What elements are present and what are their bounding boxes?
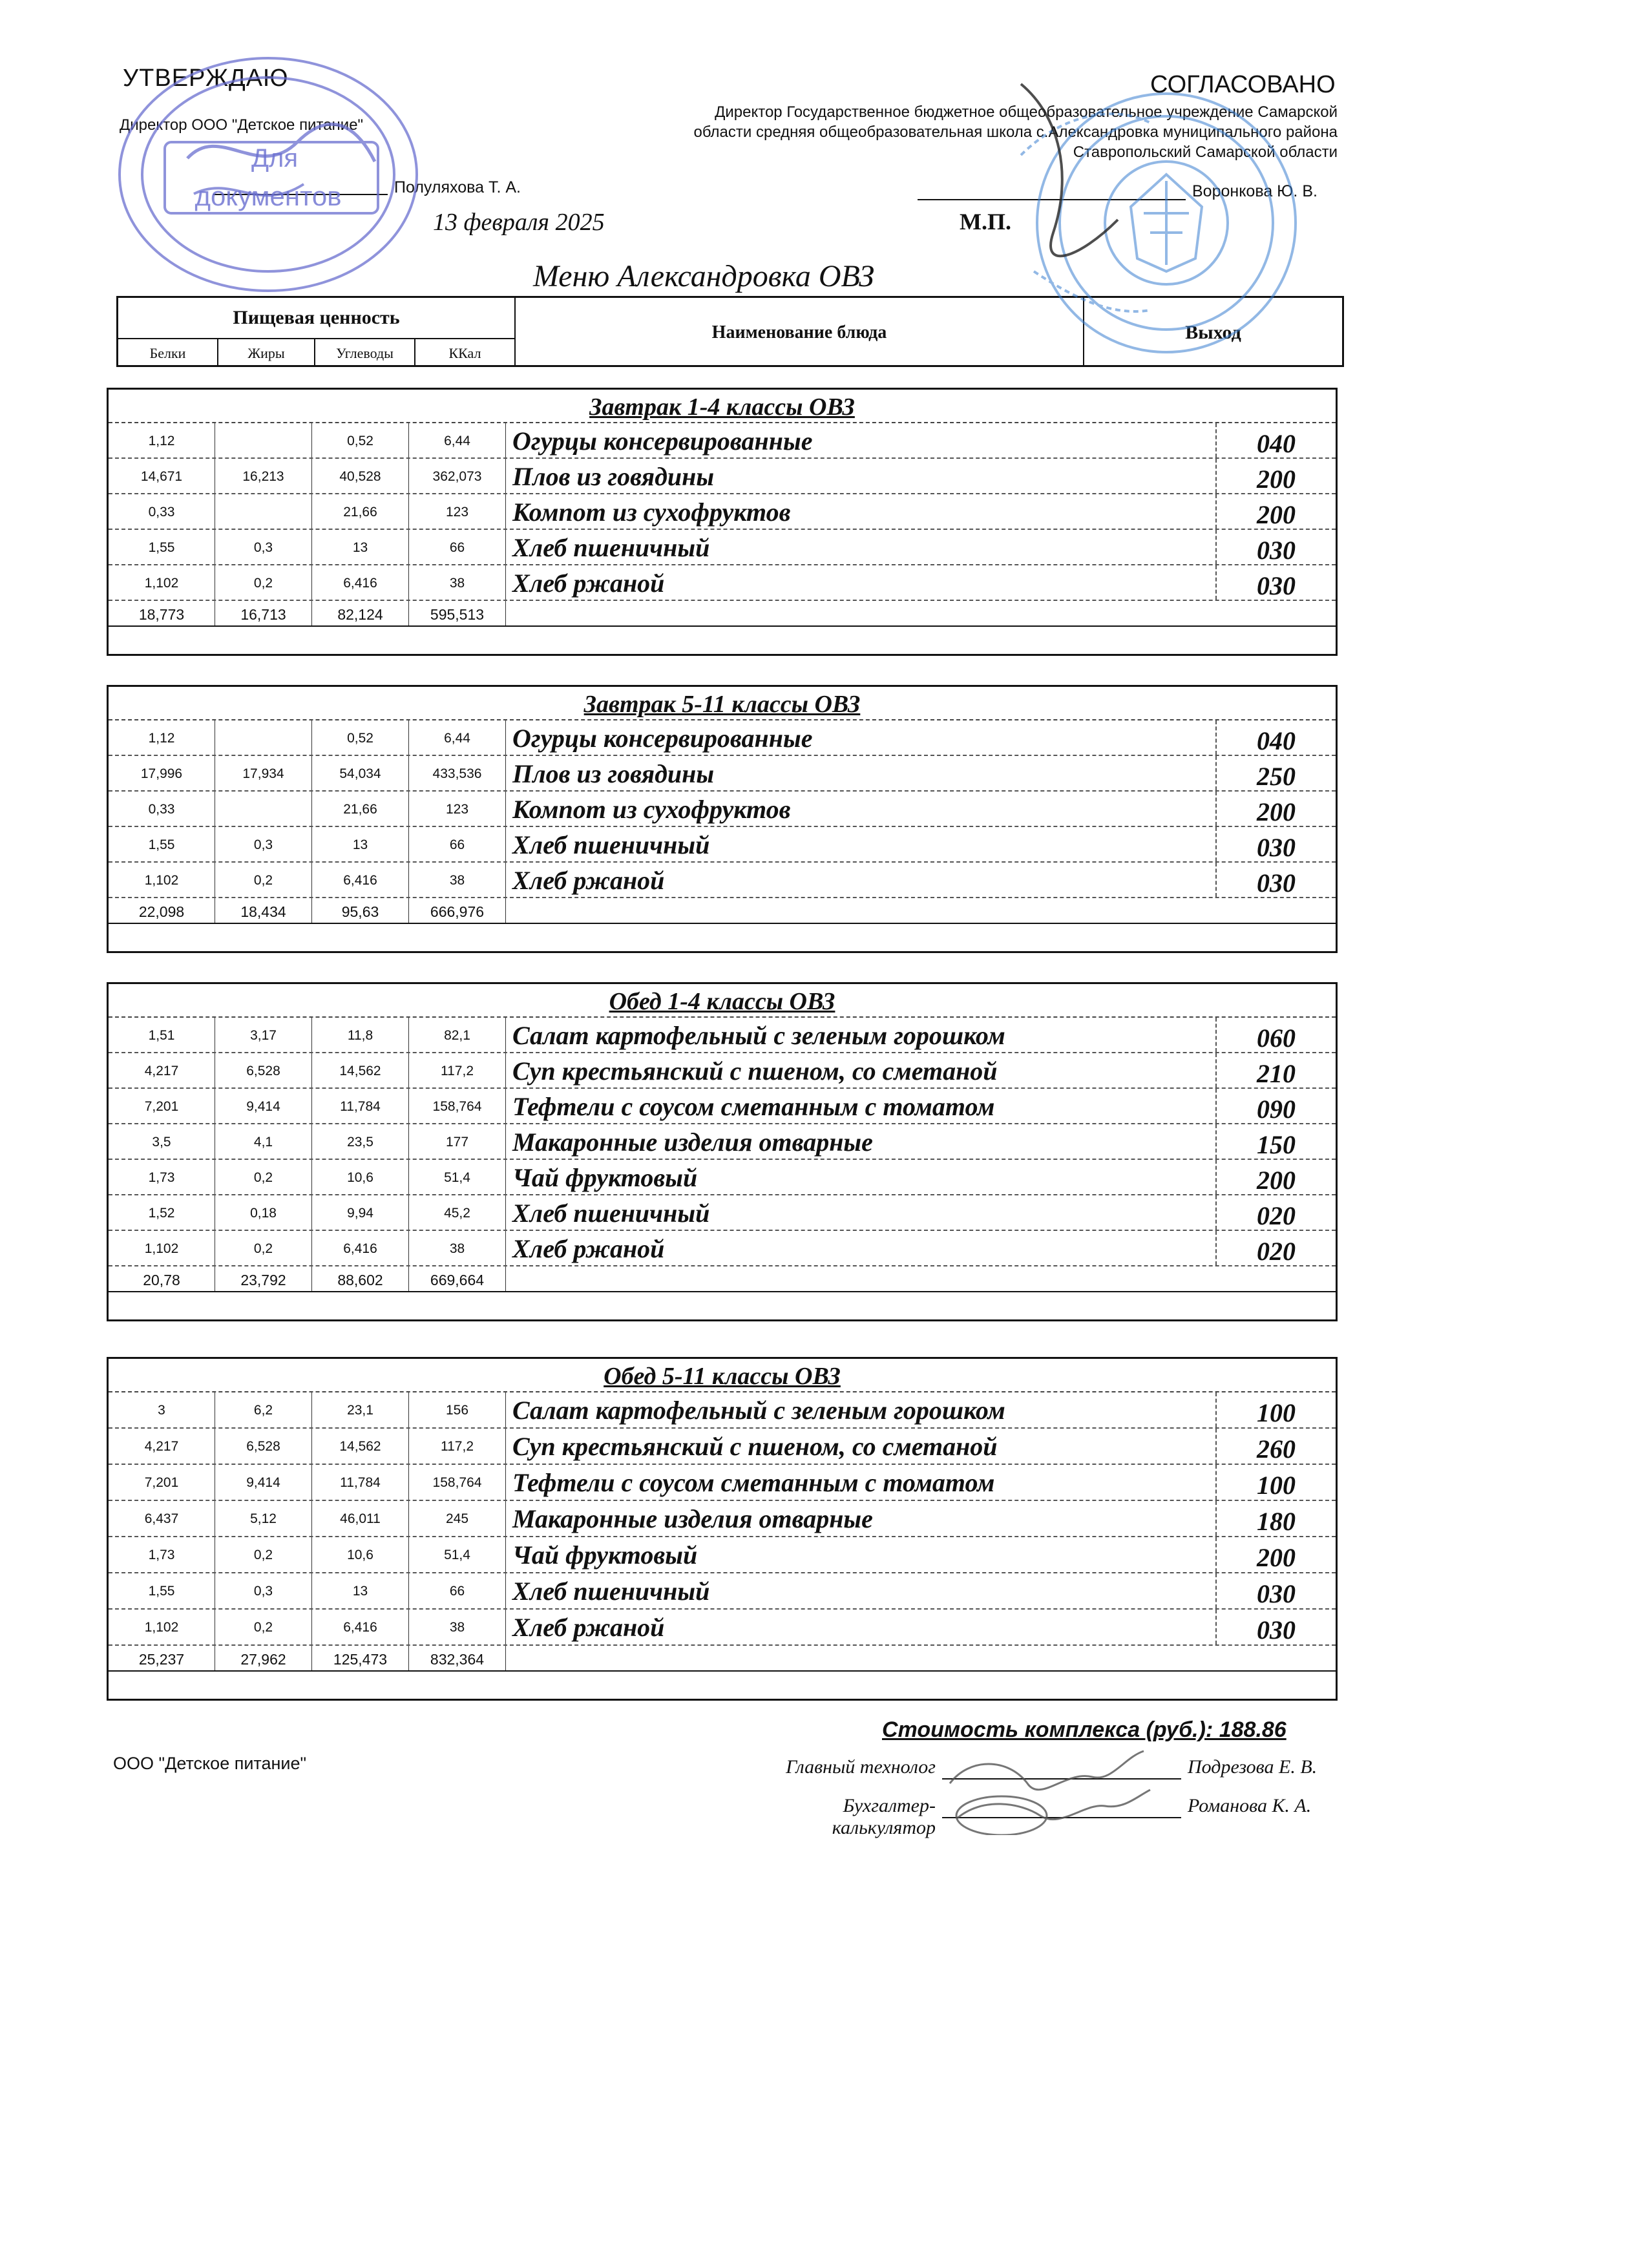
stamp-word-1: Для bbox=[251, 144, 299, 173]
nutrition-cell: 158,764 bbox=[409, 1089, 506, 1123]
nutrition-cell: 0,33 bbox=[109, 494, 215, 529]
nutrition-cell: 38 bbox=[409, 1610, 506, 1644]
kcal-header: ККал bbox=[415, 339, 516, 367]
nutrition-cell: 17,934 bbox=[215, 756, 312, 790]
menu-section bbox=[107, 1357, 1338, 1701]
nutrition-cell: 54,034 bbox=[312, 756, 409, 790]
menu-section bbox=[107, 982, 1338, 1321]
footer-org-name: ООО "Детское питание" bbox=[113, 1754, 307, 1773]
nutrition-cell: 0,33 bbox=[109, 792, 215, 826]
nutrition-cell: 51,4 bbox=[409, 1160, 506, 1194]
total-cell: 23,792 bbox=[215, 1266, 312, 1291]
nutrition-cell: 38 bbox=[409, 1231, 506, 1265]
total-cell: 25,237 bbox=[109, 1646, 215, 1670]
nutrition-cell: 7,201 bbox=[109, 1465, 215, 1500]
nutrition-cell: 11,784 bbox=[312, 1089, 409, 1123]
section-title-text: Завтрак 5-11 классы ОВЗ bbox=[583, 691, 861, 718]
table-row bbox=[109, 1429, 1336, 1465]
proteins-header: Белки bbox=[118, 339, 218, 367]
column-header bbox=[116, 296, 1344, 367]
nutrition-cell: 38 bbox=[409, 565, 506, 600]
table-row bbox=[109, 1392, 1336, 1429]
nutrition-cell: 3 bbox=[109, 1392, 215, 1427]
nutrition-cell: 6,416 bbox=[312, 863, 409, 897]
table-row bbox=[109, 1195, 1336, 1231]
complex-cost: Стоимость комплекса (руб.): 188.86 bbox=[882, 1717, 1287, 1742]
table-row bbox=[109, 863, 1336, 898]
table-row bbox=[109, 1124, 1336, 1160]
nutrition-cell: 0,2 bbox=[215, 1610, 312, 1644]
nutrition-cell: 11,784 bbox=[312, 1465, 409, 1500]
nutrition-cell: 117,2 bbox=[409, 1053, 506, 1087]
menu-title: Меню Александровка ОВЗ bbox=[533, 259, 874, 293]
accountant-name: Романова К. А. bbox=[1188, 1795, 1312, 1816]
nutrition-cell: 66 bbox=[409, 1573, 506, 1608]
nutrition-cell: 1,102 bbox=[109, 863, 215, 897]
dish-output: 260 bbox=[1257, 1434, 1296, 1464]
table-row bbox=[109, 756, 1336, 792]
total-cell: 88,602 bbox=[312, 1266, 409, 1291]
nutrition-cell: 158,764 bbox=[409, 1465, 506, 1500]
accountant-role: Бухгалтер-калькулятор bbox=[832, 1795, 936, 1838]
nutrition-cell: 1,102 bbox=[109, 1610, 215, 1644]
nutrition-cell: 21,66 bbox=[312, 494, 409, 529]
dish-name: Плов из говядины bbox=[506, 459, 1217, 493]
dish-name: Тефтели с соусом сметанным с томатом bbox=[506, 1465, 1217, 1500]
nutrition-cell: 6,44 bbox=[409, 423, 506, 457]
dish-name: Макаронные изделия отварные bbox=[506, 1124, 1217, 1159]
nutrition-cell: 10,6 bbox=[312, 1160, 409, 1194]
approve-name: Полуляхова Т. А. bbox=[394, 178, 521, 196]
agree-role-line-2: области средняя общеобразовательная школа с.Александровка муниципального района bbox=[693, 123, 1338, 141]
nutrition-cell: 40,528 bbox=[312, 459, 409, 493]
dish-name: Тефтели с соусом сметанным с томатом bbox=[506, 1089, 1217, 1123]
dish-name: Компот из сухофруктов bbox=[506, 494, 1217, 529]
nutrition-cell: 0,2 bbox=[215, 1537, 312, 1572]
dish-name: Салат картофельный с зеленым горошком bbox=[506, 1392, 1217, 1427]
table-row bbox=[109, 423, 1336, 459]
menu-section bbox=[107, 388, 1338, 656]
total-cell: 16,713 bbox=[215, 601, 312, 625]
dish-output: 090 bbox=[1257, 1095, 1296, 1124]
dish-output: 200 bbox=[1257, 465, 1296, 494]
total-cell: 20,78 bbox=[109, 1266, 215, 1291]
fats-header: Жиры bbox=[218, 339, 315, 367]
dish-output: 030 bbox=[1257, 536, 1296, 565]
accountant-signature-line bbox=[942, 1817, 1181, 1818]
nutrition-cell: 0,52 bbox=[312, 720, 409, 755]
section-title bbox=[109, 984, 1336, 1018]
agree-signature-line bbox=[918, 199, 1186, 200]
nutrition-cell: 13 bbox=[312, 530, 409, 564]
nutrition-cell: 1,51 bbox=[109, 1018, 215, 1052]
dish-name: Огурцы консервированные bbox=[506, 720, 1217, 755]
nutrition-cell: 6,416 bbox=[312, 1231, 409, 1265]
total-cell: 666,976 bbox=[409, 898, 506, 923]
carbs-header: Углеводы bbox=[315, 339, 415, 367]
nutrition-cell: 21,66 bbox=[312, 792, 409, 826]
nutrition-cell: 45,2 bbox=[409, 1195, 506, 1230]
dish-output: 180 bbox=[1257, 1507, 1296, 1536]
nutrition-cell: 6,416 bbox=[312, 565, 409, 600]
nutrition-cell: 1,55 bbox=[109, 827, 215, 861]
dish-output: 100 bbox=[1257, 1471, 1296, 1500]
nutrition-cell: 9,414 bbox=[215, 1089, 312, 1123]
section-total-row bbox=[109, 1266, 1336, 1292]
nutrition-cell: 0,3 bbox=[215, 1573, 312, 1608]
agree-title: СОГЛАСОВАНО bbox=[1150, 71, 1336, 98]
nutrition-cell: 0,2 bbox=[215, 1231, 312, 1265]
nutrition-cell: 1,102 bbox=[109, 1231, 215, 1265]
menu-section bbox=[107, 685, 1338, 953]
dish-name: Хлеб ржаной bbox=[506, 565, 1217, 600]
nutrition-cell: 14,562 bbox=[312, 1429, 409, 1464]
table-row bbox=[109, 1089, 1336, 1124]
table-row bbox=[109, 1053, 1336, 1089]
nutrition-cell: 0,3 bbox=[215, 530, 312, 564]
nutrition-header: Пищевая ценность bbox=[118, 298, 516, 339]
total-cell: 832,364 bbox=[409, 1646, 506, 1670]
nutrition-cell: 177 bbox=[409, 1124, 506, 1159]
nutrition-cell: 4,1 bbox=[215, 1124, 312, 1159]
dish-name: Суп крестьянский с пшеном, со сметаной bbox=[506, 1053, 1217, 1087]
nutrition-cell: 1,55 bbox=[109, 1573, 215, 1608]
nutrition-cell: 123 bbox=[409, 792, 506, 826]
dish-output: 030 bbox=[1257, 571, 1296, 600]
total-cell: 18,773 bbox=[109, 601, 215, 625]
nutrition-cell: 10,6 bbox=[312, 1537, 409, 1572]
nutrition-cell: 117,2 bbox=[409, 1429, 506, 1464]
dish-name: Салат картофельный с зеленым горошком bbox=[506, 1018, 1217, 1052]
nutrition-cell: 4,217 bbox=[109, 1053, 215, 1087]
table-row bbox=[109, 792, 1336, 827]
table-row bbox=[109, 1465, 1336, 1501]
dish-output: 020 bbox=[1257, 1201, 1296, 1230]
table-row bbox=[109, 1537, 1336, 1573]
dish-output: 040 bbox=[1257, 429, 1296, 458]
dish-output: 250 bbox=[1257, 762, 1296, 791]
total-cell: 18,434 bbox=[215, 898, 312, 923]
table-row bbox=[109, 530, 1336, 565]
nutrition-cell: 66 bbox=[409, 530, 506, 564]
table-row bbox=[109, 459, 1336, 494]
table-row bbox=[109, 1231, 1336, 1266]
dish-name: Хлеб ржаной bbox=[506, 863, 1217, 897]
dish-name: Суп крестьянский с пшеном, со сметаной bbox=[506, 1429, 1217, 1464]
nutrition-cell: 156 bbox=[409, 1392, 506, 1427]
tech-signature-line bbox=[942, 1778, 1181, 1780]
table-row bbox=[109, 494, 1336, 530]
dish-name: Хлеб ржаной bbox=[506, 1231, 1217, 1265]
dish-output: 200 bbox=[1257, 1543, 1296, 1572]
dish-name: Плов из говядины bbox=[506, 756, 1217, 790]
tech-name: Подрезова Е. В. bbox=[1188, 1756, 1318, 1778]
section-title bbox=[109, 390, 1336, 423]
nutrition-cell: 9,414 bbox=[215, 1465, 312, 1500]
dish-name: Хлеб пшеничный bbox=[506, 1573, 1217, 1608]
dish-output: 100 bbox=[1257, 1398, 1296, 1427]
dish-name: Хлеб пшеничный bbox=[506, 827, 1217, 861]
nutrition-cell: 0,2 bbox=[215, 1160, 312, 1194]
table-row bbox=[109, 720, 1336, 756]
agree-role-line-3: Ставропольский Самарской области bbox=[1073, 143, 1338, 161]
nutrition-cell: 433,536 bbox=[409, 756, 506, 790]
section-title-text: Обед 5-11 классы ОВЗ bbox=[604, 1363, 841, 1390]
dish-output: 200 bbox=[1257, 500, 1296, 529]
dish-output: 150 bbox=[1257, 1130, 1296, 1159]
nutrition-cell bbox=[215, 792, 312, 826]
nutrition-cell: 0,52 bbox=[312, 423, 409, 457]
nutrition-cell: 0,3 bbox=[215, 827, 312, 861]
nutrition-cell: 1,73 bbox=[109, 1160, 215, 1194]
nutrition-cell: 6,44 bbox=[409, 720, 506, 755]
stamp-word-2: документов bbox=[194, 181, 342, 211]
section-title-text: Обед 1-4 классы ОВЗ bbox=[609, 988, 835, 1015]
table-row bbox=[109, 1018, 1336, 1053]
nutrition-cell: 1,73 bbox=[109, 1537, 215, 1572]
total-cell: 595,513 bbox=[409, 601, 506, 625]
nutrition-cell: 38 bbox=[409, 863, 506, 897]
nutrition-cell: 13 bbox=[312, 1573, 409, 1608]
nutrition-cell: 0,2 bbox=[215, 565, 312, 600]
nutrition-cell: 362,073 bbox=[409, 459, 506, 493]
dish-name: Хлеб пшеничный bbox=[506, 1195, 1217, 1230]
dish-name: Компот из сухофруктов bbox=[506, 792, 1217, 826]
nutrition-cell: 5,12 bbox=[215, 1501, 312, 1536]
nutrition-cell: 4,217 bbox=[109, 1429, 215, 1464]
nutrition-cell: 123 bbox=[409, 494, 506, 529]
approve-date: 13 февраля 2025 bbox=[433, 209, 605, 236]
nutrition-cell: 46,011 bbox=[312, 1501, 409, 1536]
nutrition-cell bbox=[215, 423, 312, 457]
dish-output: 020 bbox=[1257, 1237, 1296, 1266]
nutrition-cell: 17,996 bbox=[109, 756, 215, 790]
table-row bbox=[109, 1160, 1336, 1195]
table-row bbox=[109, 565, 1336, 601]
output-header: Выход bbox=[1185, 322, 1241, 343]
nutrition-cell: 1,12 bbox=[109, 720, 215, 755]
nutrition-cell: 11,8 bbox=[312, 1018, 409, 1052]
nutrition-cell: 0,2 bbox=[215, 863, 312, 897]
nutrition-cell: 6,528 bbox=[215, 1053, 312, 1087]
nutrition-cell: 7,201 bbox=[109, 1089, 215, 1123]
nutrition-cell: 3,5 bbox=[109, 1124, 215, 1159]
agree-role-line-1: Директор Государственное бюджетное общеобразовательное учреждение Самарской bbox=[715, 103, 1338, 121]
tech-role: Главный технолог bbox=[786, 1756, 936, 1778]
table-row bbox=[109, 1501, 1336, 1537]
nutrition-cell: 23,5 bbox=[312, 1124, 409, 1159]
approve-title: УТВЕРЖДАЮ bbox=[123, 65, 289, 92]
nutrition-cell: 3,17 bbox=[215, 1018, 312, 1052]
dish-output: 040 bbox=[1257, 726, 1296, 755]
table-row bbox=[109, 1573, 1336, 1610]
total-cell: 82,124 bbox=[312, 601, 409, 625]
agree-role bbox=[640, 102, 1338, 162]
dish-name: Чай фруктовый bbox=[506, 1160, 1217, 1194]
nutrition-cell: 13 bbox=[312, 827, 409, 861]
footer-signatures bbox=[930, 1745, 1189, 1835]
nutrition-cell: 9,94 bbox=[312, 1195, 409, 1230]
dish-name: Чай фруктовый bbox=[506, 1537, 1217, 1572]
total-cell: 125,473 bbox=[312, 1646, 409, 1670]
dish-name: Хлеб ржаной bbox=[506, 1610, 1217, 1644]
nutrition-cell bbox=[215, 494, 312, 529]
table-row bbox=[109, 827, 1336, 863]
dish-output: 030 bbox=[1257, 1615, 1296, 1644]
dish-output: 210 bbox=[1257, 1059, 1296, 1088]
nutrition-cell: 6,416 bbox=[312, 1610, 409, 1644]
nutrition-cell: 245 bbox=[409, 1501, 506, 1536]
nutrition-cell: 23,1 bbox=[312, 1392, 409, 1427]
nutrition-cell: 16,213 bbox=[215, 459, 312, 493]
total-cell: 95,63 bbox=[312, 898, 409, 923]
nutrition-cell: 1,12 bbox=[109, 423, 215, 457]
nutrition-cell: 6,2 bbox=[215, 1392, 312, 1427]
nutrition-cell: 82,1 bbox=[409, 1018, 506, 1052]
agree-name: Воронкова Ю. В. bbox=[1192, 182, 1318, 200]
dish-output: 060 bbox=[1257, 1024, 1296, 1053]
dish-output: 030 bbox=[1257, 868, 1296, 898]
nutrition-cell: 0,18 bbox=[215, 1195, 312, 1230]
total-cell: 22,098 bbox=[109, 898, 215, 923]
section-title bbox=[109, 687, 1336, 720]
section-title bbox=[109, 1359, 1336, 1392]
nutrition-cell: 14,562 bbox=[312, 1053, 409, 1087]
section-total-row bbox=[109, 1646, 1336, 1672]
dish-output: 030 bbox=[1257, 833, 1296, 862]
total-cell: 669,664 bbox=[409, 1266, 506, 1291]
nutrition-cell: 14,671 bbox=[109, 459, 215, 493]
nutrition-cell: 6,437 bbox=[109, 1501, 215, 1536]
nutrition-cell: 1,55 bbox=[109, 530, 215, 564]
dish-name: Макаронные изделия отварные bbox=[506, 1501, 1217, 1536]
nutrition-cell: 1,102 bbox=[109, 565, 215, 600]
section-title-text: Завтрак 1-4 классы ОВЗ bbox=[589, 394, 855, 421]
dish-output: 030 bbox=[1257, 1579, 1296, 1608]
nutrition-cell: 51,4 bbox=[409, 1537, 506, 1572]
mp-label: М.П. bbox=[960, 209, 1011, 235]
dish-output: 200 bbox=[1257, 797, 1296, 826]
dish-name-header: Наименование блюда bbox=[516, 298, 1084, 367]
dish-name: Хлеб пшеничный bbox=[506, 530, 1217, 564]
nutrition-cell: 1,52 bbox=[109, 1195, 215, 1230]
nutrition-cell: 6,528 bbox=[215, 1429, 312, 1464]
approve-signature-line bbox=[213, 194, 388, 195]
dish-name: Огурцы консервированные bbox=[506, 423, 1217, 457]
dish-output: 200 bbox=[1257, 1166, 1296, 1195]
section-total-row bbox=[109, 601, 1336, 627]
table-row bbox=[109, 1610, 1336, 1646]
approve-role: Директор ООО "Детское питание" bbox=[120, 116, 364, 134]
nutrition-cell: 66 bbox=[409, 827, 506, 861]
nutrition-cell bbox=[215, 720, 312, 755]
total-cell: 27,962 bbox=[215, 1646, 312, 1670]
section-total-row bbox=[109, 898, 1336, 924]
